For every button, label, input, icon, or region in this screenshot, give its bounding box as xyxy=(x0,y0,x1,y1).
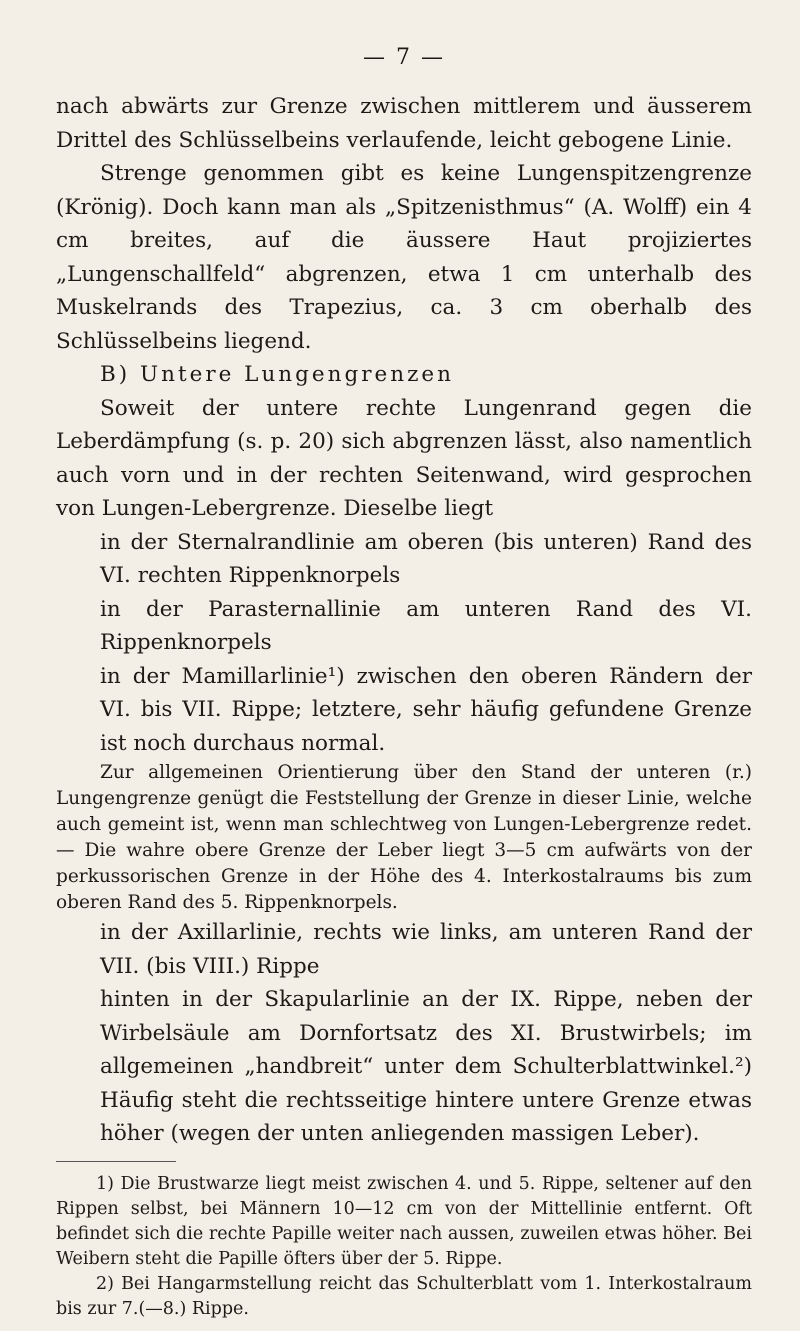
paragraph-lung-apex: Strenge genommen gibt es keine Lungenspitzengrenze (Krönig). Doch kann man als „Spitzenisthmus“ (A. Wolff) ein 4 cm breites, auf die äussere Haut projiziertes „Lungenschallfeld“ abgrenzen, etwa 1 cm unterhalb des Muskelrands des Trapezius, ca. 3 cm oberhalb des Schlüsselbeins liegend. xyxy=(56,161,752,354)
paragraph-parasternal-line: in der Parasternallinie am unteren Rand des VI. Rippenknorpels xyxy=(100,596,752,655)
paragraph-sternal-line: in der Sternalrandlinie am oberen (bis unteren) Rand des VI. rechten Rippenknorpels xyxy=(100,529,752,588)
paragraph-orientation-note: Zur allgemeinen Orientierung über den Stand der unteren (r.) Lungengrenze genügt die Feststellung der Grenze in dieser Linie, welche auch gemeint ist, wenn man schlechtweg von Lungen-Lebergrenze redet. — Die wahre obere Grenze der Leber liegt 3—5 cm aufwärts von der perkussorischen Grenze in der Höhe des 4. Interkostalraums bis zum oberen Rand des 5. Rippenknorpels. xyxy=(56,762,752,913)
paragraph-mamillary-line: in der Mamillarlinie¹) zwischen den oberen Rändern der VI. bis VII. Rippe; letztere, sehr häufig gefundene Grenze ist noch durchaus normal. xyxy=(100,663,752,756)
footnote-2: 2) Bei Hangarmstellung reicht das Schulterblatt vom 1. Interkostalraum bis zur 7.(—8.) Rippe. xyxy=(56,1273,752,1319)
paragraph-lung-liver-border: Soweit der untere rechte Lungenrand gegen die Leberdämpfung (s. p. 20) sich abgrenzen lässt, also namentlich auch vorn und in der rechten Seitenwand, wird gesprochen von Lungen-Lebergrenze. Dieselbe liegt xyxy=(56,395,752,521)
footnote-divider xyxy=(56,1161,176,1162)
paragraph-axillary-line: in der Axillarlinie, rechts wie links, am unteren Rand der VII. (bis VIII.) Rippe xyxy=(100,920,752,979)
paragraph-clavicle-line: nach abwärts zur Grenze zwischen mittlerem und äusserem Drittel des Schlüsselbeins verlaufende, leicht gebogene Linie. xyxy=(56,94,752,153)
section-heading-lower-lung-borders: B) Untere Lungengrenzen xyxy=(100,362,455,387)
footnote-1: 1) Die Brustwarze liegt meist zwischen 4. und 5. Rippe, seltener auf den Rippen selbst, bei Männern 10—12 cm von der Mittellinie entfernt. Oft befindet sich die rechte Papille weiter nach aussen, zuweilen etwas höher. Bei Weibern steht die Papille öfters über der 5. Rippe. xyxy=(56,1173,752,1269)
page-number: — 7 — xyxy=(363,45,445,70)
paragraph-scapular-line: hinten in der Skapularlinie an der IX. Rippe, neben der Wirbelsäule am Dornfortsatz des XI. Brustwirbels; im allgemeinen „handbreit“ unter dem Schulterblattwinkel.²) Häufig steht die rechtsseitige hintere untere Grenze etwas höher (wegen der unten anliegenden massigen Leber). xyxy=(100,987,752,1146)
